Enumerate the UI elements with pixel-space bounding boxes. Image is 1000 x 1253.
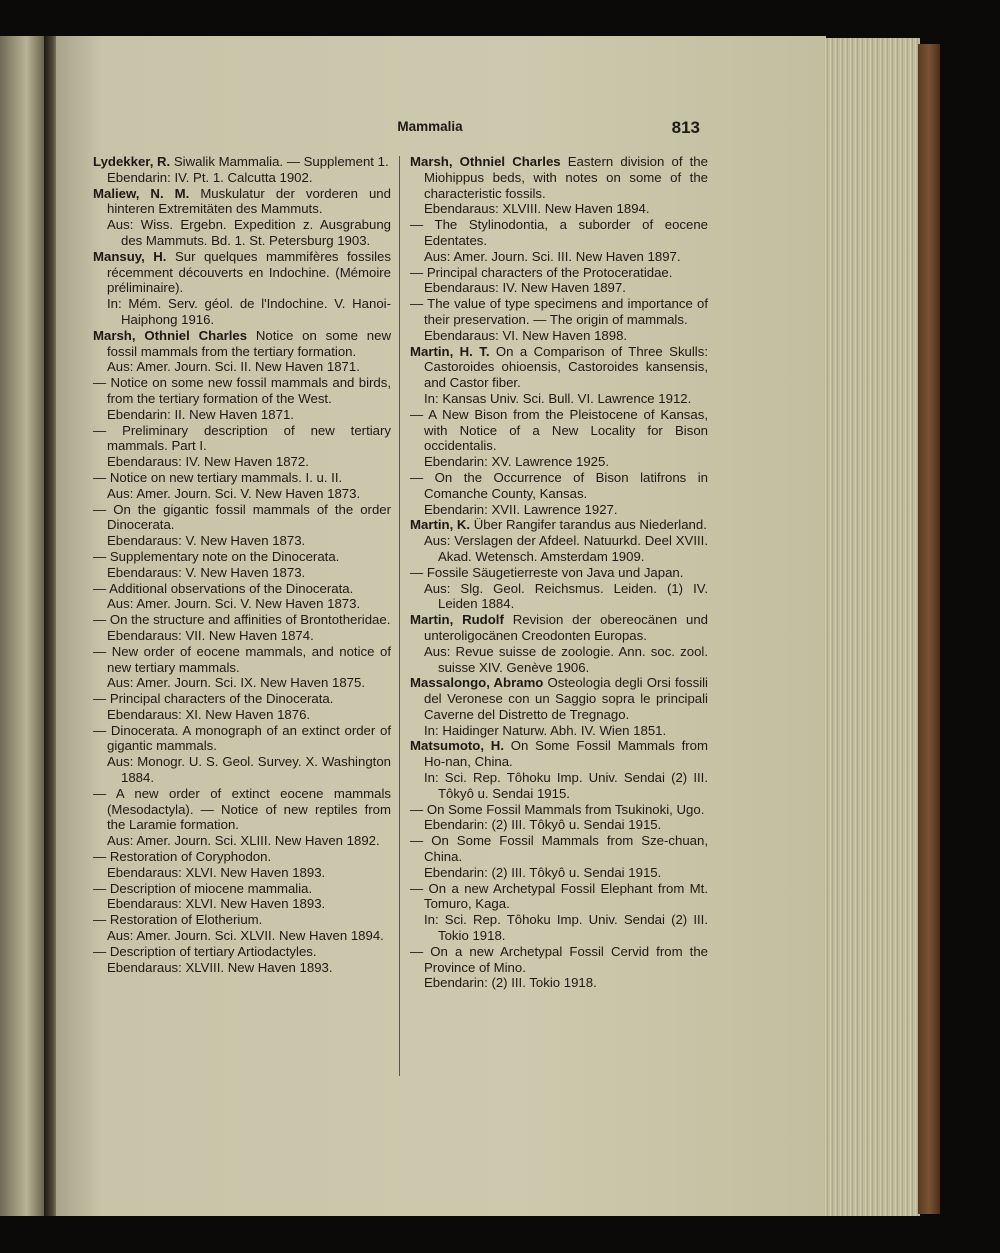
entry-source: Ebendaraus: XLVI. New Haven 1893.	[107, 896, 326, 912]
bibliography-entry	[410, 517, 708, 533]
bibliography-entry	[410, 738, 708, 770]
entry-title: — The Stylinodontia, a suborder of eocene Edentates.	[410, 217, 708, 248]
entry-source: Aus: Verslagen der Afdeel. Natuurkd. Deel XVIII. Akad. Wetensch. Amsterdam 1909.	[424, 533, 708, 564]
entry-source: Ebendaraus: IV. New Haven 1872.	[107, 454, 309, 470]
entry-source: Ebendarin: (2) III. Tôkyô u. Sendai 1915.	[424, 817, 662, 833]
entry-source: Ebendaraus: XI. New Haven 1876.	[107, 706, 311, 722]
entry-source: Ebendarin: (2) III. Tôkyô u. Sendai 1915.	[424, 864, 662, 880]
bibliography-entry	[410, 881, 708, 913]
entry-source: Ebendaraus: VI. New Haven 1898.	[424, 327, 628, 343]
entry-title: — On Some Fossil Mammals from Sze-chuan, China.	[410, 833, 708, 865]
entry-source: Ebendaraus: XLVIII. New Haven 1893.	[107, 959, 333, 975]
entry-source: In: Sci. Rep. Tôhoku Imp. Univ. Sendai (2) III. Tôkyô u. Sendai 1915.	[424, 770, 708, 801]
entry-title: — A new order of extinct eocene mammals (Mesodactyla). — Notice of new reptiles from the Laramie formation.	[93, 785, 391, 833]
entry-title: — Principal characters of the Protoceratidae.	[410, 264, 673, 280]
bibliography-entry	[410, 675, 708, 722]
bibliography-entry	[93, 549, 391, 565]
bibliography-entry	[93, 186, 391, 218]
entry-title: — Preliminary description of new tertiary mammals. Part I.	[93, 422, 391, 454]
entry-author: Martin, Rudolf	[410, 612, 513, 628]
facing-page-edge	[0, 36, 48, 1216]
entry-title: — On Some Fossil Mammals from Tsukinoki, Ugo.	[410, 801, 705, 817]
entry-title: Sur quelques mammifères fossiles récemment découverts en Indochine. (Mémoire préliminaire).	[107, 248, 391, 296]
entry-title: — Restoration of Coryphodon.	[93, 849, 272, 865]
entry-author: Matsumoto, H.	[410, 738, 511, 754]
bibliography-entry	[410, 612, 708, 644]
entry-title: — A New Bison from the Pleistocene of Kansas, with Notice of a New Locality for Bison occidentalis.	[410, 406, 708, 454]
entry-title: — On the gigantic fossil mammals of the order Dinocerata.	[93, 501, 391, 533]
entry-title: — Notice on new tertiary mammals. I. u. II.	[93, 469, 343, 485]
entry-source: Ebendaraus: VII. New Haven 1874.	[107, 627, 314, 643]
entry-source: Ebendarin: II. New Haven 1871.	[107, 406, 294, 422]
bibliography-entry	[410, 217, 708, 249]
entry-source: In: Haidinger Naturw. Abh. IV. Wien 1851.	[424, 722, 667, 738]
entry-source: Aus: Wiss. Ergebn. Expedition z. Ausgrabung des Mammuts. Bd. 1. St. Petersburg 1903.	[107, 217, 391, 248]
entry-source: Ebendaraus: IV. New Haven 1897.	[424, 280, 626, 296]
entry-title: — On a new Archetypal Fossil Cervid from the Province of Mino.	[410, 943, 708, 975]
entry-source: Aus: Amer. Journ. Sci. II. New Haven 1871.	[107, 359, 360, 375]
bibliography-entry	[93, 691, 391, 707]
column-divider	[399, 156, 400, 1076]
bibliography-entry	[93, 849, 391, 865]
book-cover-edge	[918, 44, 940, 1214]
bibliography-entry	[410, 344, 708, 391]
entry-source: Ebendaraus: XLVI. New Haven 1893.	[107, 864, 326, 880]
entry-title: — Notice on some new fossil mammals and birds, from the tertiary formation of the West.	[93, 375, 391, 406]
entry-title: — On a new Archetypal Fossil Elephant from Mt. Tomuro, Kaga.	[410, 880, 708, 912]
entry-title: Osteologia degli Orsi fossili del Veronese con un Saggio sopra le principali Caverne del Distretto de Tregnago.	[424, 675, 708, 722]
entry-title: — Restoration of Elotherium.	[93, 912, 263, 928]
entry-source: Ebendarin: XV. Lawrence 1925.	[424, 454, 610, 470]
bibliography-entry	[93, 249, 391, 296]
entry-source: Aus: Revue suisse de zoologie. Ann. soc. zool. suisse XIV. Genève 1906.	[424, 643, 708, 675]
entry-title: — Description of miocene mammalia.	[93, 880, 313, 896]
entry-source: Ebendaraus: V. New Haven 1873.	[107, 564, 306, 580]
entry-title: — The value of type specimens and importance of their preservation. — The origin of mammals.	[410, 296, 708, 327]
bibliography-entry	[93, 912, 391, 928]
bibliography-entry	[93, 881, 391, 897]
entry-source: In: Mém. Serv. géol. de l'Indochine. V. Hanoi-Haiphong 1916.	[107, 296, 391, 327]
entry-title: — On the Occurrence of Bison latifrons in Comanche County, Kansas.	[410, 469, 708, 501]
bibliography-entry	[93, 786, 391, 833]
entry-title: — Description of tertiary Artiodactyles.	[93, 943, 317, 959]
entry-title: Über Rangifer tarandus aus Niederland.	[473, 517, 707, 533]
entry-author: Marsh, Othniel Charles	[410, 154, 568, 169]
bibliography-entry	[410, 470, 708, 502]
entry-source: Aus: Amer. Journ. Sci. XLVII. New Haven 1894.	[107, 928, 384, 944]
bibliography-entry	[93, 612, 391, 628]
running-head	[80, 116, 780, 140]
entry-title: Revision der obereocänen und unteroligocänen Creodonten Europas.	[424, 612, 708, 643]
entry-title: — Principal characters of the Dinocerata.	[93, 691, 334, 707]
bibliography-entry	[93, 375, 391, 407]
bibliography-entry	[410, 565, 708, 581]
entry-title: — Supplementary note on the Dinocerata.	[93, 548, 340, 564]
bibliography-entry	[93, 470, 391, 486]
entry-author: Massalongo, Abramo	[410, 675, 548, 691]
bibliography-entry	[93, 502, 391, 534]
entry-source: Aus: Amer. Journ. Sci. IX. New Haven 1875.	[107, 675, 366, 691]
entry-source: Aus: Amer. Journ. Sci. V. New Haven 1873.	[107, 596, 361, 612]
entry-source: Aus: Amer. Journ. Sci. V. New Haven 1873.	[107, 485, 361, 501]
entry-title: Muskulatur der vorderen und hinteren Extremitäten des Mammuts.	[107, 185, 391, 217]
entry-title: On Some Fossil Mammals from Ho-nan, China.	[424, 738, 708, 770]
bibliography-entry	[410, 407, 708, 454]
bibliography-entry	[410, 296, 708, 328]
left-column	[93, 154, 391, 975]
entry-title: — On the structure and affinities of Brontotheridae.	[93, 612, 391, 628]
bibliography-entry	[410, 265, 708, 281]
entry-author: Mansuy, H.	[93, 248, 175, 264]
entry-author: Martin, H. T.	[410, 343, 496, 359]
entry-source: Aus: Amer. Journ. Sci. XLIII. New Haven 1892.	[107, 833, 380, 849]
bibliography-entry	[93, 723, 391, 755]
bibliography-entry	[410, 833, 708, 865]
bibliography-entry	[93, 154, 391, 170]
entry-source: Aus: Amer. Journ. Sci. III. New Haven 1897.	[424, 248, 681, 264]
entry-title: On a Comparison of Three Skulls: Castoroides ohioensis, Castoroides kansensis, and Castor fiber.	[424, 343, 708, 391]
bibliography-entry	[93, 644, 391, 676]
entry-author: Maliew, N. M.	[93, 185, 201, 201]
page-block-edge	[824, 38, 920, 1216]
entry-title: — New order of eocene mammals, and notice of new tertiary mammals.	[93, 643, 391, 675]
bibliography-entry	[93, 328, 391, 360]
bibliography-entry	[410, 802, 708, 818]
entry-source: Ebendarin: (2) III. Tokio 1918.	[424, 975, 597, 991]
entry-title: — Dinocerata. A monograph of an extinct order of gigantic mammals.	[93, 722, 391, 754]
entry-author: Marsh, Othniel Charles	[93, 327, 256, 343]
entry-source: In: Sci. Rep. Tôhoku Imp. Univ. Sendai (2) III. Tokio 1918.	[424, 912, 708, 944]
right-column	[410, 154, 708, 991]
entry-source: Ebendaraus: XLVIII. New Haven 1894.	[424, 201, 650, 217]
entry-source: In: Kansas Univ. Sci. Bull. VI. Lawrence 1912.	[424, 390, 692, 406]
bibliography-entry	[93, 581, 391, 597]
bibliography-entry	[93, 944, 391, 960]
entry-title: — Additional observations of the Dinocerata.	[93, 580, 354, 596]
entry-source: Ebendaraus: V. New Haven 1873.	[107, 533, 306, 549]
entry-title: Notice on some new fossil mammals from the tertiary formation.	[107, 327, 391, 359]
entry-author: Martin, K.	[410, 517, 474, 533]
page-number: 813	[671, 118, 700, 137]
entry-source: Aus: Slg. Geol. Reichsmus. Leiden. (1) IV. Leiden 1884.	[424, 580, 708, 612]
running-title: Mammalia	[397, 119, 463, 134]
entry-title: Siwalik Mammalia. — Supplement 1.	[173, 154, 389, 169]
entry-title: — Fossile Säugetierreste von Java und Japan.	[410, 564, 684, 580]
entry-author: Lydekker, R.	[93, 154, 174, 169]
entry-source: Ebendarin: IV. Pt. 1. Calcutta 1902.	[107, 169, 313, 185]
entry-title: Eastern division of the Miohippus beds, with notes on some of the characteristic fossils.	[424, 154, 708, 201]
bibliography-entry	[410, 944, 708, 976]
bibliography-entry	[410, 154, 708, 201]
entry-source: Aus: Monogr. U. S. Geol. Survey. X. Washington 1884.	[107, 754, 391, 786]
bibliography-entry	[93, 423, 391, 455]
entry-source: Ebendarin: XVII. Lawrence 1927.	[424, 501, 618, 517]
